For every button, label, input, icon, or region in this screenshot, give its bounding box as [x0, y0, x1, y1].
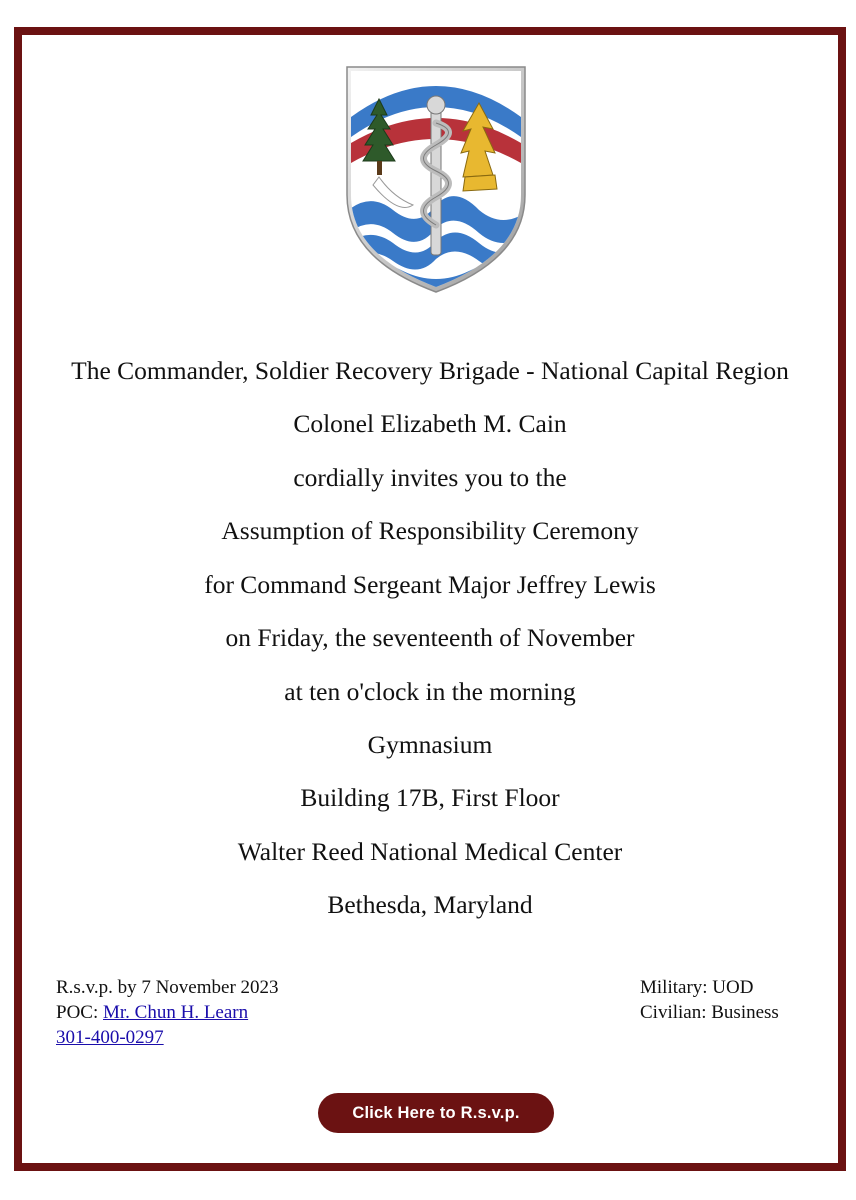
poc-name-link[interactable]: Mr. Chun H. Learn — [103, 1002, 249, 1023]
invitation-line-center: Walter Reed National Medical Center — [237, 837, 623, 866]
invitation-line-honoree: for Command Sergeant Major Jeffrey Lewis — [204, 570, 656, 599]
rsvp-button[interactable]: Click Here to R.s.v.p. — [318, 1093, 554, 1133]
poc-phone-line — [56, 1025, 164, 1050]
unit-insignia-crest-icon — [343, 65, 529, 293]
invitation-line-name: Colonel Elizabeth M. Cain — [293, 409, 567, 438]
poc-phone-link[interactable]: 301-400-0297 — [56, 1027, 164, 1048]
invitation-line-host: The Commander, Soldier Recovery Brigade - National Capital Region — [71, 356, 789, 385]
invitation-line-building: Building 17B, First Floor — [300, 783, 560, 812]
attire-military: Military: UOD — [640, 977, 754, 998]
invitation-line-date: on Friday, the seventeenth of November — [225, 623, 635, 652]
invitation-line-ceremony: Assumption of Responsibility Ceremony — [221, 516, 639, 545]
poc-label: POC: — [56, 1002, 103, 1023]
invitation-line-time: at ten o'clock in the morning — [284, 677, 576, 706]
poc-line — [56, 1000, 248, 1025]
invitation-line-invite: cordially invites you to the — [293, 463, 567, 492]
invitation-line-venue: Gymnasium — [367, 730, 493, 759]
attire-civilian: Civilian: Business — [640, 1002, 779, 1023]
invitation-line-location: Bethesda, Maryland — [327, 890, 533, 919]
rsvp-deadline: R.s.v.p. by 7 November 2023 — [56, 977, 279, 998]
invitation-frame — [14, 27, 846, 1171]
